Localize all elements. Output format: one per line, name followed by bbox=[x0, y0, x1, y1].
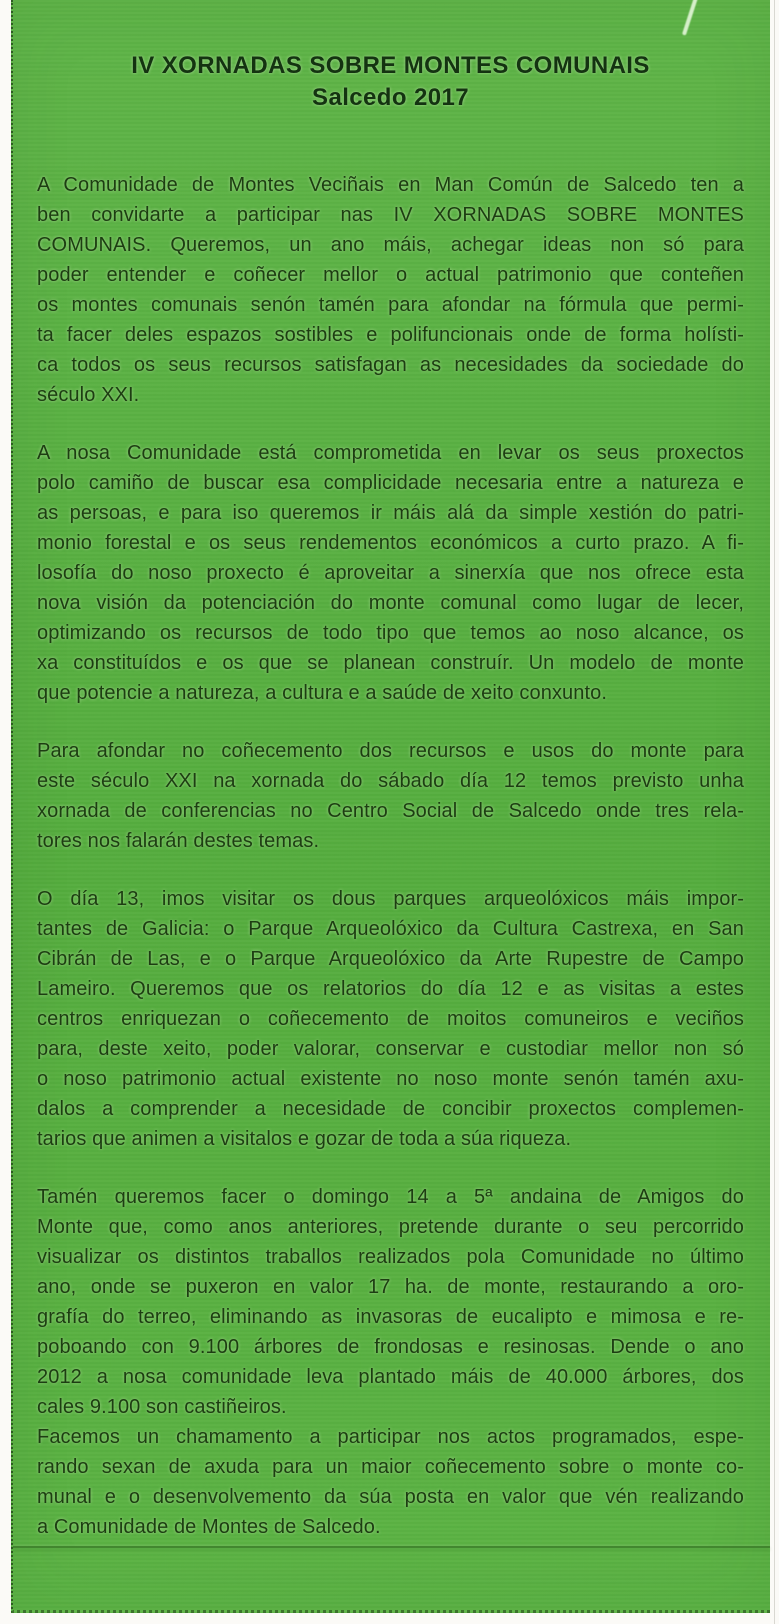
text-line: visualizar os distintos traballos realizados pola Comunidade no último bbox=[37, 1246, 744, 1268]
text-line: optimizando os recursos de todo tipo que temos ao noso alcance, os bbox=[37, 622, 744, 644]
paragraph bbox=[37, 170, 744, 410]
paper-fold-line bbox=[13, 1546, 770, 1548]
text-line: ben convidarte a participar nas IV XORNADAS SOBRE MONTES bbox=[37, 204, 744, 226]
text-line: que potencie a natureza, a cultura e a saúde de xeito conxunto. bbox=[37, 682, 608, 704]
text-line: o noso patrimonio actual existente no noso monte senón tamén axu- bbox=[37, 1068, 744, 1090]
text-line: monio forestal e os seus rendementos económicos a curto prazo. A fi- bbox=[37, 532, 744, 554]
text-line: os montes comunais senón tamén para afondar na fórmula que permi- bbox=[37, 294, 744, 316]
body-text bbox=[37, 170, 744, 1542]
text-line: cales 9.100 son castiñeiros. bbox=[37, 1396, 287, 1418]
text-line: COMUNAIS. Queremos, un ano máis, achegar ideas non só para bbox=[37, 234, 744, 256]
text-line: Tamén queremos facer o domingo 14 a 5ª andaina de Amigos do bbox=[37, 1186, 744, 1208]
text-line: 2012 a nosa comunidade leva plantado máis de 40.000 árbores, dos bbox=[37, 1366, 744, 1388]
text-line: ta facer deles espazos sostibles e polifuncionais onde de forma holísti- bbox=[37, 324, 744, 346]
paragraph bbox=[37, 1182, 744, 1422]
flyer-subtitle: Salcedo 2017 bbox=[312, 84, 469, 111]
text-line: O día 13, imos visitar os dous parques arqueolóxicos máis impor- bbox=[37, 888, 744, 910]
text-line: Monte que, como anos anteriores, pretende durante o seu percorrido bbox=[37, 1216, 744, 1238]
flyer-content bbox=[13, 0, 770, 1542]
text-line: Lameiro. Queremos que os relatorios do día 12 e as visitas a estes bbox=[37, 978, 744, 1000]
text-line: centros enriquezan o coñecemento de moitos comuneiros e veciños bbox=[37, 1008, 744, 1030]
text-line: Facemos un chamamento a participar nos actos programados, espe- bbox=[37, 1426, 744, 1448]
text-line: grafía do terreo, eliminando as invasoras de eucalipto e mimosa e re- bbox=[37, 1306, 744, 1328]
paragraph bbox=[37, 884, 744, 1154]
text-line: poder entender e coñecer mellor o actual patrimonio que conteñen bbox=[37, 264, 744, 286]
text-line: A nosa Comunidade está comprometida en levar os seus proxectos bbox=[37, 442, 744, 464]
text-line: a Comunidade de Montes de Salcedo. bbox=[37, 1516, 381, 1538]
paragraph bbox=[37, 736, 744, 856]
text-line: tarios que animen a visitalos e gozar de toda a súa riqueza. bbox=[37, 1128, 572, 1150]
text-line: A Comunidade de Montes Veciñais en Man Común de Salcedo ten a bbox=[37, 174, 744, 196]
text-line: polo camiño de buscar esa complicidade necesaria entre a natureza e bbox=[37, 472, 744, 494]
text-line: as persoas, e para iso queremos ir máis alá da simple xestión do patri- bbox=[37, 502, 744, 524]
text-line: rando sexan de axuda para un maior coñecemento sobre o monte co- bbox=[37, 1456, 744, 1478]
text-line: Cibrán de Las, e o Parque Arqueolóxico da Arte Rupestre de Campo bbox=[37, 948, 744, 970]
text-line: losofía do noso proxecto é aproveitar a sinerxía que nos ofrece esta bbox=[37, 562, 744, 584]
paragraph bbox=[37, 438, 744, 708]
text-line: tantes de Galicia: o Parque Arqueolóxico da Cultura Castrexa, en San bbox=[37, 918, 744, 940]
paragraph bbox=[37, 1422, 744, 1542]
text-line: ano, onde se puxeron en valor 17 ha. de monte, restaurando a oro- bbox=[37, 1276, 744, 1298]
text-line: munal e o desenvolvemento da súa posta en valor que vén realizando bbox=[37, 1486, 744, 1508]
text-line: dalos a comprender a necesidade de concibir proxectos complemen- bbox=[37, 1098, 744, 1120]
text-line: nova visión da potenciación do monte comunal como lugar de lecer, bbox=[37, 592, 744, 614]
text-line: xa constituídos e os que se planean construír. Un modelo de monte bbox=[37, 652, 744, 674]
text-line: tores nos falarán destes temas. bbox=[37, 830, 320, 852]
text-line: poboando con 9.100 árbores de frondosas e resinosas. Dende o ano bbox=[37, 1336, 744, 1358]
text-line: século XXI. bbox=[37, 384, 140, 406]
text-line: este século XXI na xornada do sábado día 12 temos previsto unha bbox=[37, 770, 744, 792]
text-line: xornada de conferencias no Centro Social de Salcedo onde tres rela- bbox=[37, 800, 744, 822]
text-line: Para afondar no coñecemento dos recursos e usos do monte para bbox=[37, 740, 744, 762]
flyer-title-block bbox=[37, 50, 744, 114]
text-line: para, deste xeito, poder valorar, conservar e custodiar mellor non só bbox=[37, 1038, 744, 1060]
scan-edge-line bbox=[774, 0, 775, 1624]
text-line: ca todos os seus recursos satisfagan as necesidades da sociedade do bbox=[37, 354, 744, 376]
flyer-title: IV XORNADAS SOBRE MONTES COMUNAIS bbox=[131, 52, 650, 79]
flyer-page bbox=[11, 0, 770, 1613]
